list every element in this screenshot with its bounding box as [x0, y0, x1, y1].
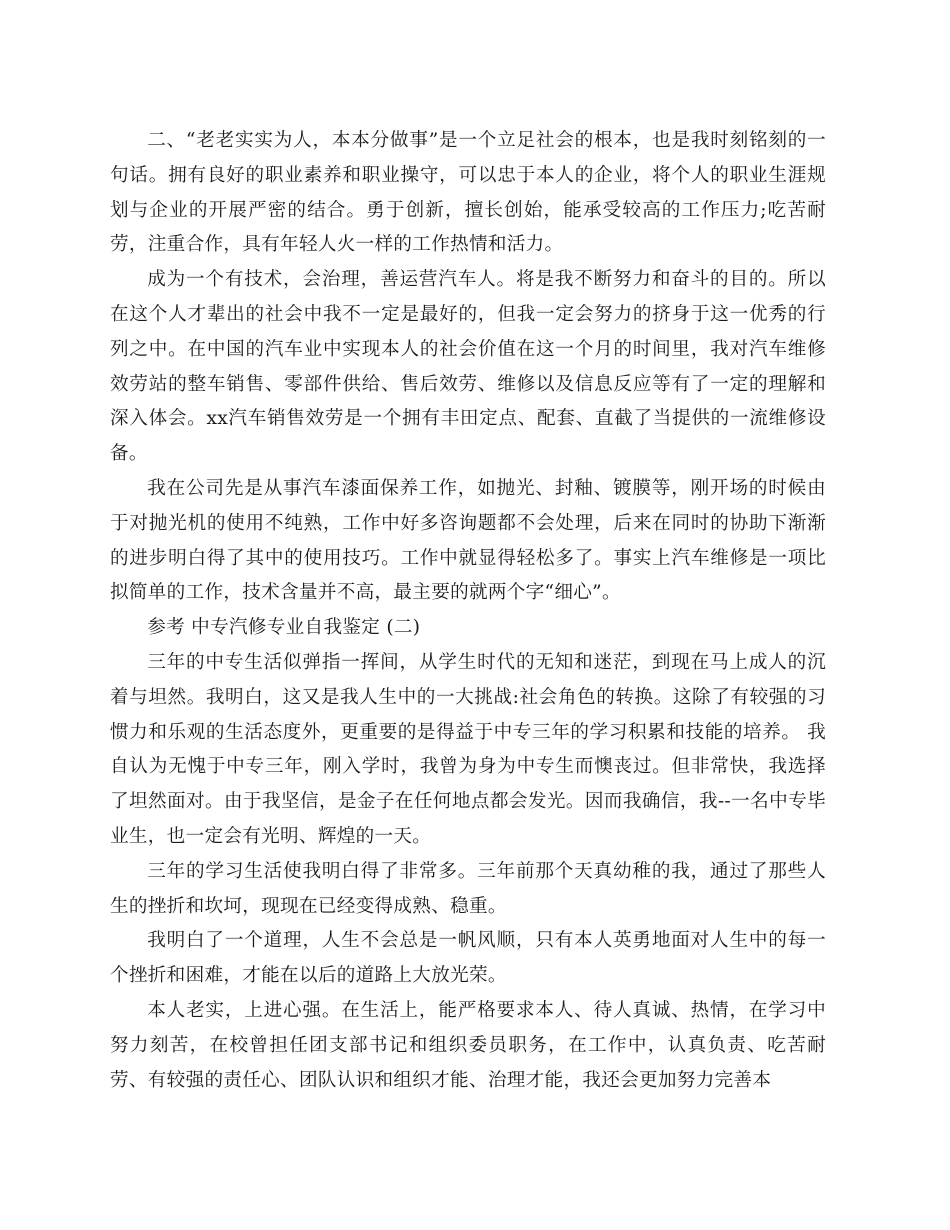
paragraph-5: 三年的学习生活使我明白得了非常多。三年前那个天真幼稚的我，通过了那些人生的挫折和坎坷，现现在已经变得成熟、稳重。	[110, 860, 826, 917]
document-body	[110, 124, 826, 1098]
paragraph-4: 三年的中专生活似弹指一挥间，从学生时代的无知和迷茫，到现在马上成人的沉着与坦然。我明白，这又是我人生中的一大挑战:社会角色的转换。这除了有较强的习惯力和乐观的生活态度外，更重要的是得益于中专三年的学习积累和技能的培养。 我自认为无愧于中专三年，刚入学时，我曾为身为中专生而懊丧过。但非常快，我选择了坦然面对。由于我坚信，是金子在任何地点都会发光。因而我确信，我--一名中专毕业生，也一定会有光明、辉煌的一天。	[110, 651, 826, 847]
paragraph-7: 本人老实，上进心强。在生活上，能严格要求本人、待人真诚、热情，在学习中努力刻苦，在校曾担任团支部书记和组织委员职务，在工作中，认真负责、吃苦耐劳、有较强的责任心、团队认识和组织才能、治理才能，我还会更加努力完善本	[110, 999, 826, 1091]
section-heading: 参考 中专汽修专业自我鉴定 (二)	[147, 617, 421, 639]
paragraph-6: 我明白了一个道理，人生不会总是一帆风顺，只有本人英勇地面对人生中的每一个挫折和困难，才能在以后的道路上大放光荣。	[110, 930, 826, 987]
paragraph-2: 成为一个有技术，会治理，善运营汽车人。将是我不断努力和奋斗的目的。所以在这个人才辈出的社会中我不一定是最好的，但我一定会努力的挤身于这一优秀的行列之中。在中国的汽车业中实现本人的社会价值在这一个月的时间里，我对汽车维修效劳站的整车销售、零部件供给、售后效劳、维修以及信息反应等有了一定的理解和深入体会。xx汽车销售效劳是一个拥有丰田定点、配套、直截了当提供的一流维修设备。	[110, 269, 826, 465]
paragraph-1: 二、“老老实实为人，本本分做事”是一个立足社会的根本，也是我时刻铭刻的一句话。拥有良好的职业素养和职业操守，可以忠于本人的企业，将个人的职业生涯规划与企业的开展严密的结合。勇于创新，擅长创始，能承受较高的工作压力;吃苦耐劳，注重合作，具有年轻人火一样的工作热情和活力。	[110, 130, 826, 256]
paragraph-3: 我在公司先是从事汽车漆面保养工作，如抛光、封釉、镀膜等，刚开场的时候由于对抛光机的使用不纯熟，工作中好多咨询题都不会处理，后来在同时的协助下渐渐的进步明白得了其中的使用技巧。工作中就显得轻松多了。事实上汽车维修是一项比拟简单的工作，技术含量并不高，最主要的就两个字“细心”。	[110, 477, 826, 604]
